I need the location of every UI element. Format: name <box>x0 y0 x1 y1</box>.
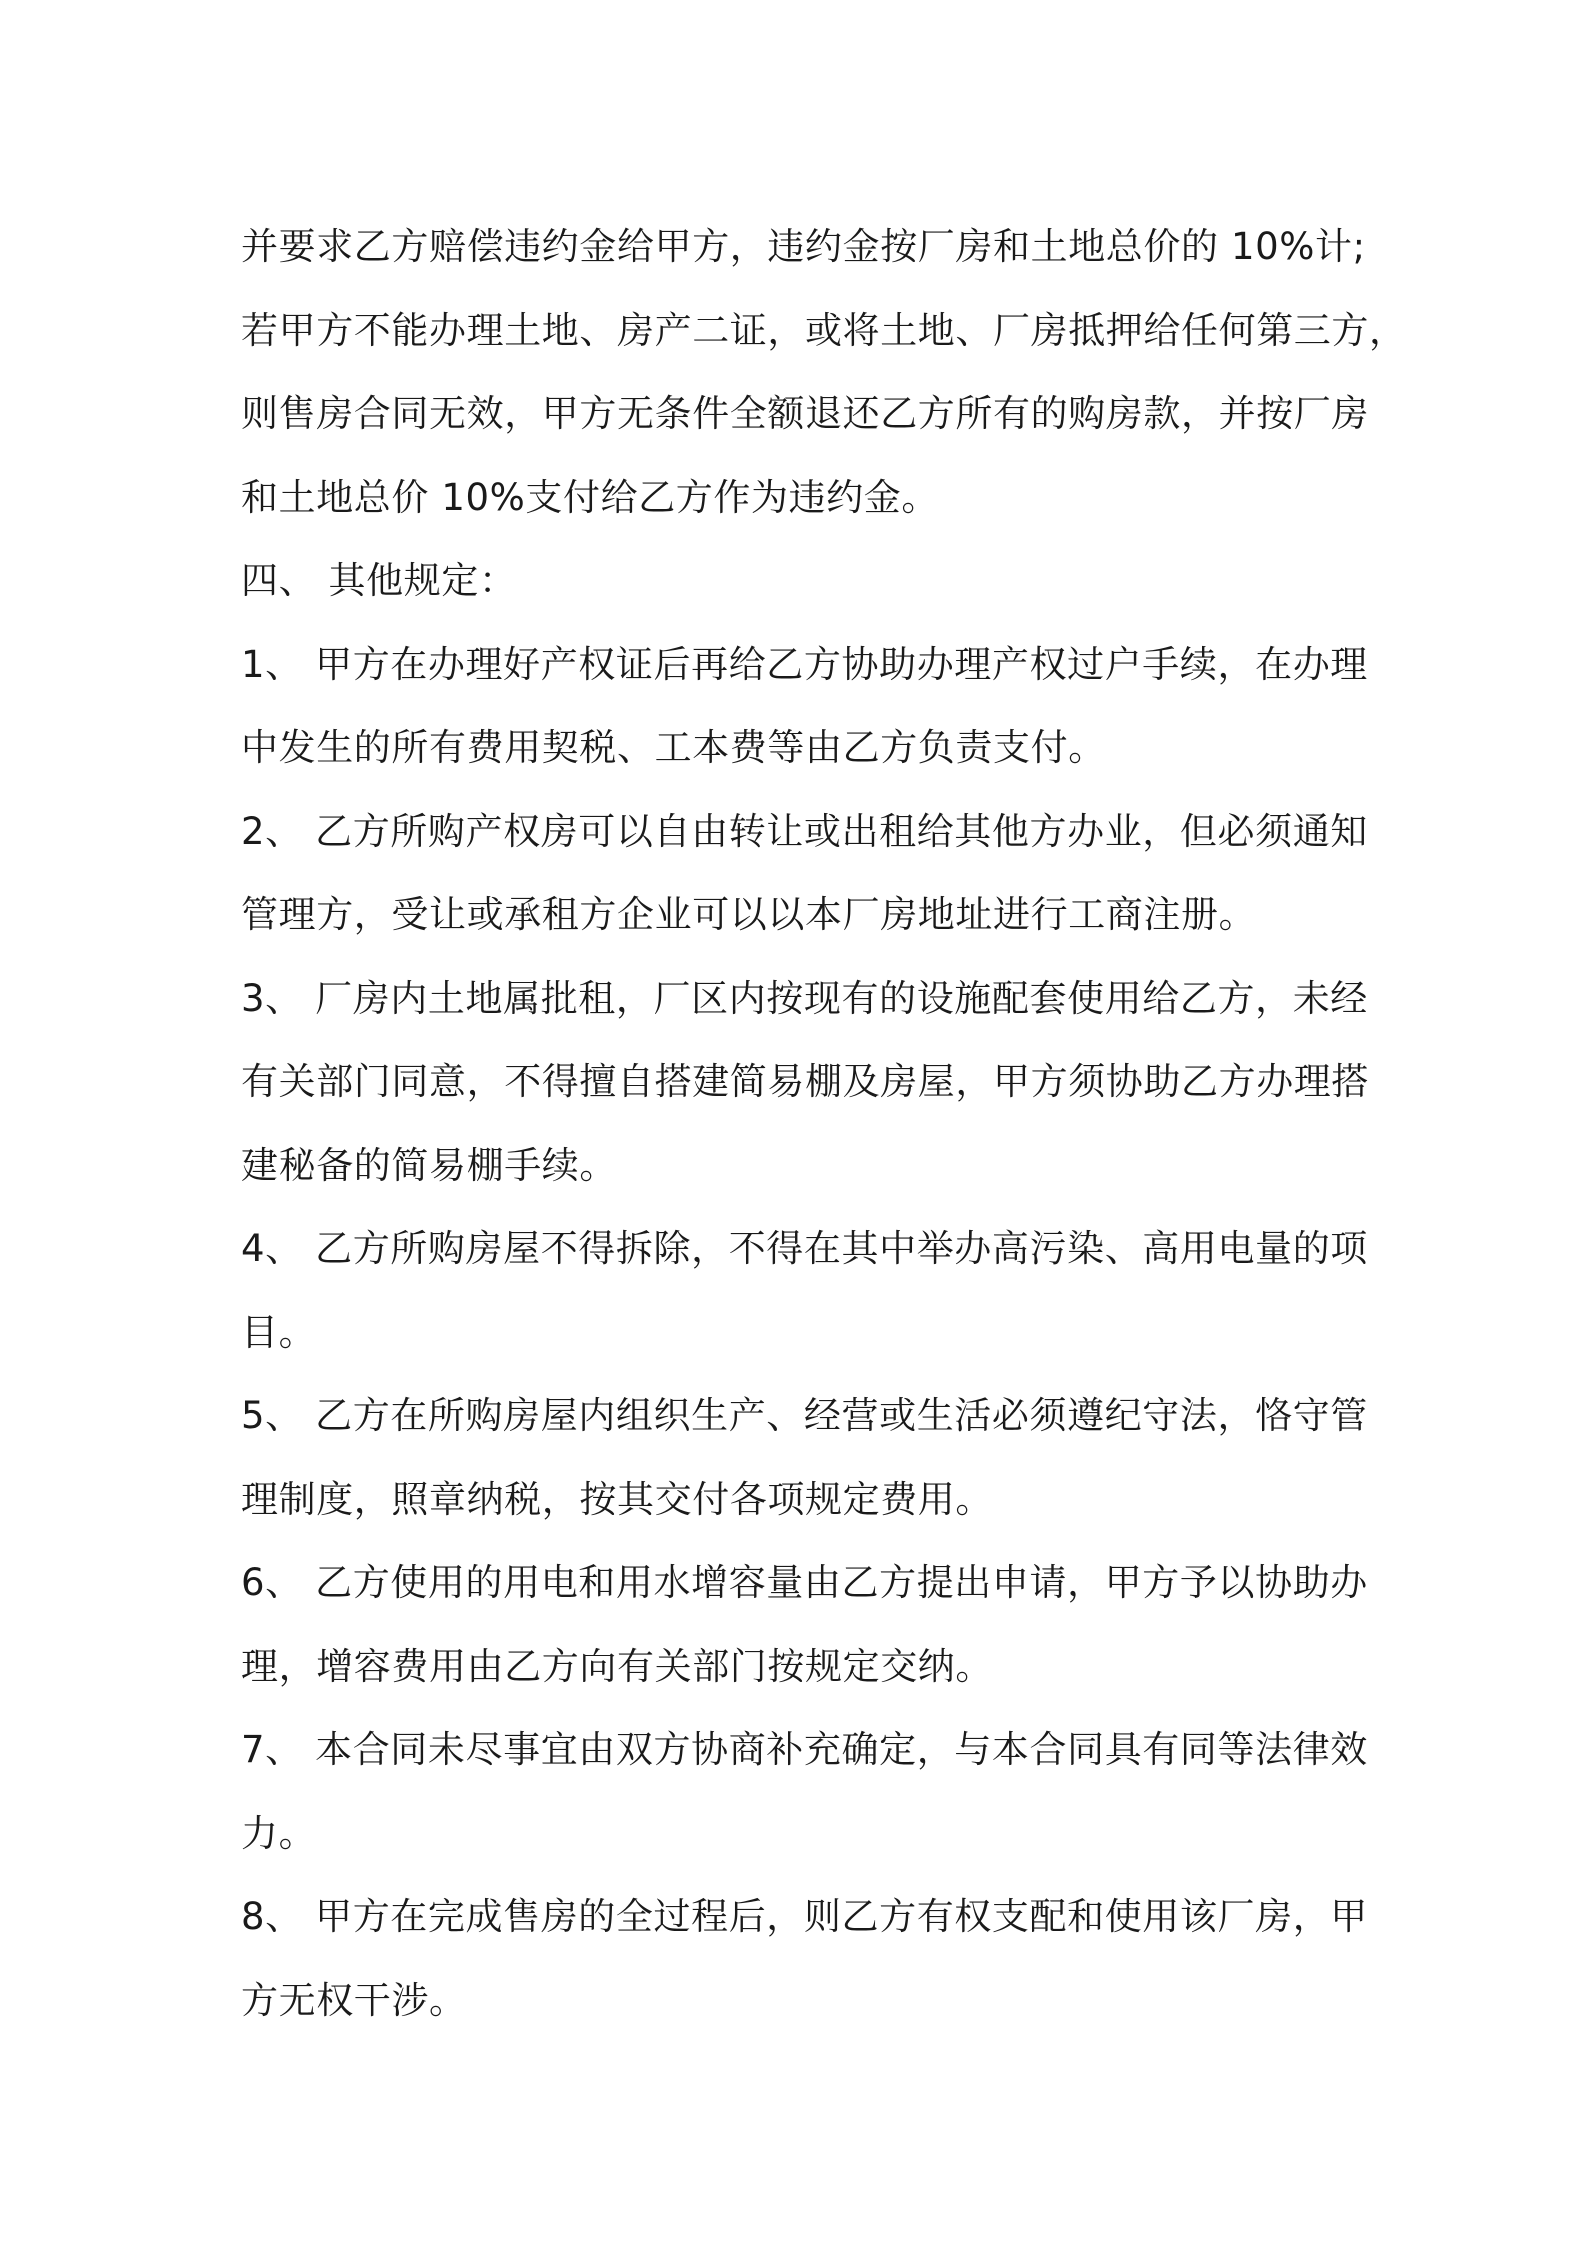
clause-2 <box>241 790 1368 957</box>
text-line: 4、 乙方所购房屋不得拆除，不得在其中举办高污染、高用电量的项 <box>241 1227 1368 1270</box>
document-body <box>241 205 1407 2042</box>
text-line: 1、 甲方在办理好产权证后再给乙方协助办理产权过户手续，在办理 <box>241 642 1368 686</box>
text-line: 建秘备的简易棚手续。 <box>241 1143 617 1187</box>
text-line: 力。 <box>241 1811 317 1855</box>
clause-4 <box>241 1207 1368 1374</box>
text-line: 7、 本合同未尽事宜由双方协商补充确定，与本合同具有同等法律效 <box>241 1728 1368 1771</box>
text-line: 若甲方不能办理土地、房产二证，或将土地、厂房抵押给任何第三方， <box>241 308 1407 352</box>
section-heading: 四、 其他规定： <box>241 559 517 602</box>
clause-7 <box>241 1708 1368 1875</box>
text-line: 8、 甲方在完成售房的全过程后，则乙方有权支配和使用该厂房，甲 <box>241 1895 1368 1938</box>
text-line: 和土地总价 10%支付给乙方作为违约金。 <box>241 475 939 519</box>
clause-1 <box>241 623 1368 790</box>
text-line: 有关部门同意，不得擅自搭建简易棚及房屋，甲方须协助乙方办理搭 <box>241 1060 1369 1103</box>
clause-3 <box>241 957 1369 1208</box>
text-line: 2、 乙方所购产权房可以自由转让或出租给其他方办业，但必须通知 <box>241 809 1368 853</box>
clause-6 <box>241 1541 1368 1708</box>
text-line: 理，增容费用由乙方向有关部门按规定交纳。 <box>241 1644 993 1688</box>
text-line: 则售房合同无效，甲方无条件全额退还乙方所有的购房款，并按厂房 <box>241 392 1369 435</box>
text-line: 方无权干涉。 <box>241 1978 467 2022</box>
paragraph-penalty <box>241 205 1407 539</box>
text-line: 中发生的所有费用契税、工本费等由乙方负责支付。 <box>241 726 1106 769</box>
text-line: 3、 厂房内土地属批租，厂区内按现有的设施配套使用给乙方，未经 <box>241 976 1368 1020</box>
section-heading-other-provisions <box>241 539 1351 623</box>
text-line: 5、 乙方在所购房屋内组织生产、经营或生活必须遵纪守法，恪守管 <box>241 1394 1368 1437</box>
text-line: 理制度，照章纳税，按其交付各项规定费用。 <box>241 1477 993 1521</box>
clause-8 <box>241 1875 1368 2042</box>
clause-5 <box>241 1374 1368 1541</box>
text-line: 管理方，受让或承租方企业可以以本厂房地址进行工商注册。 <box>241 893 1257 936</box>
text-line: 并要求乙方赔偿违约金给甲方，违约金按厂房和土地总价的 10%计; <box>241 225 1366 268</box>
text-line: 目。 <box>241 1310 317 1354</box>
text-line: 6、 乙方使用的用电和用水增容量由乙方提出申请，甲方予以协助办 <box>241 1561 1368 1604</box>
